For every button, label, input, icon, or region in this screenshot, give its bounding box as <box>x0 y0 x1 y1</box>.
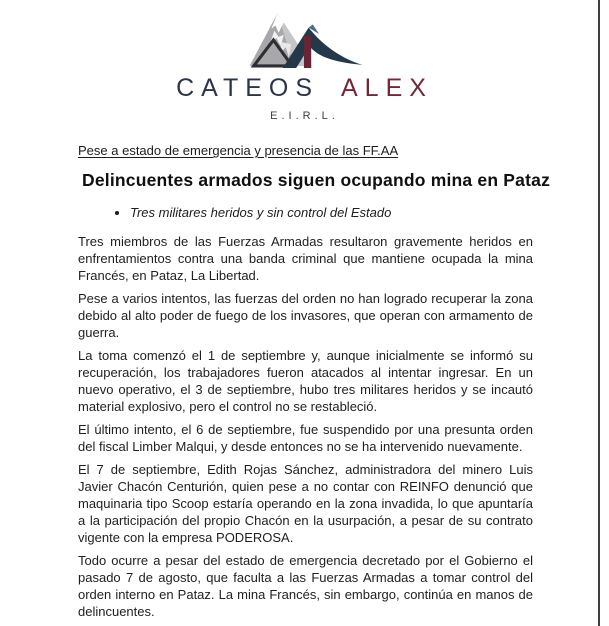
kicker-line: Pese a estado de emergencia y presencia de las FF.AA <box>78 143 399 158</box>
brand-name <box>0 74 609 103</box>
paragraph: Pese a varios intentos, las fuerzas del orden no han logrado recuperar la zona debido al alto poder de fuego de los invasores, que operan con armamento de guerra. <box>78 291 533 340</box>
paragraph: El último intento, el 6 de septiembre, fue suspendido por una presunta orden del fiscal Limber Malqui, y desde entonces no se ha intervenido nuevamente. <box>78 422 533 454</box>
bullet-item: • Tres militares heridos y sin control del Estado <box>130 205 533 221</box>
bullet-list <box>78 205 533 221</box>
article <box>78 143 551 626</box>
letterhead <box>0 10 609 122</box>
page-edge-line <box>598 0 600 626</box>
paragraph: El 7 de septiembre, Edith Rojas Sánchez, administradora del minero Luis Javier Chacón Centurión, quien pese a no contar con REINFO denunció que maquinaria tipo Scoop estaría operando en la zona invadida, lo que apuntaría a la participación del propio Chacón en la usurpación, a pesar de su contrato vigente con la empresa PODEROSA. <box>78 462 533 545</box>
brand-name-second: ALEX <box>340 74 433 102</box>
headline: Delincuentes armados siguen ocupando mina en Pataz <box>82 170 551 190</box>
paragraph: Tres miembros de las Fuerzas Armadas resultaron gravemente heridos en enfrentamientos contra una banda criminal que mantiene ocupada la mina Francés, en Pataz, La Libertad. <box>78 234 533 283</box>
mountain-logo-icon <box>245 10 365 68</box>
paragraph: Todo ocurre a pesar del estado de emergencia decretado por el Gobierno el pasado 7 de agosto, que faculta a las Fuerzas Armadas a tomar control del orden interno en Pataz. La mina Francés, sin embargo, continúa en manos de delincuentes. <box>78 553 533 619</box>
brand-subtitle: E.I.R.L. <box>270 110 339 122</box>
paragraph: La toma comenzó el 1 de septiembre y, aunque inicialmente se informó su recuperación, los trabajadores fueron atacados al intentar ingresar. En un nuevo operativo, el 3 de septiembre, hubo tres militares heridos y se incautó material explosivo, pero el control no se restableció. <box>78 348 533 414</box>
brand-name-first: CATEOS <box>176 74 320 102</box>
article-body <box>78 233 533 620</box>
